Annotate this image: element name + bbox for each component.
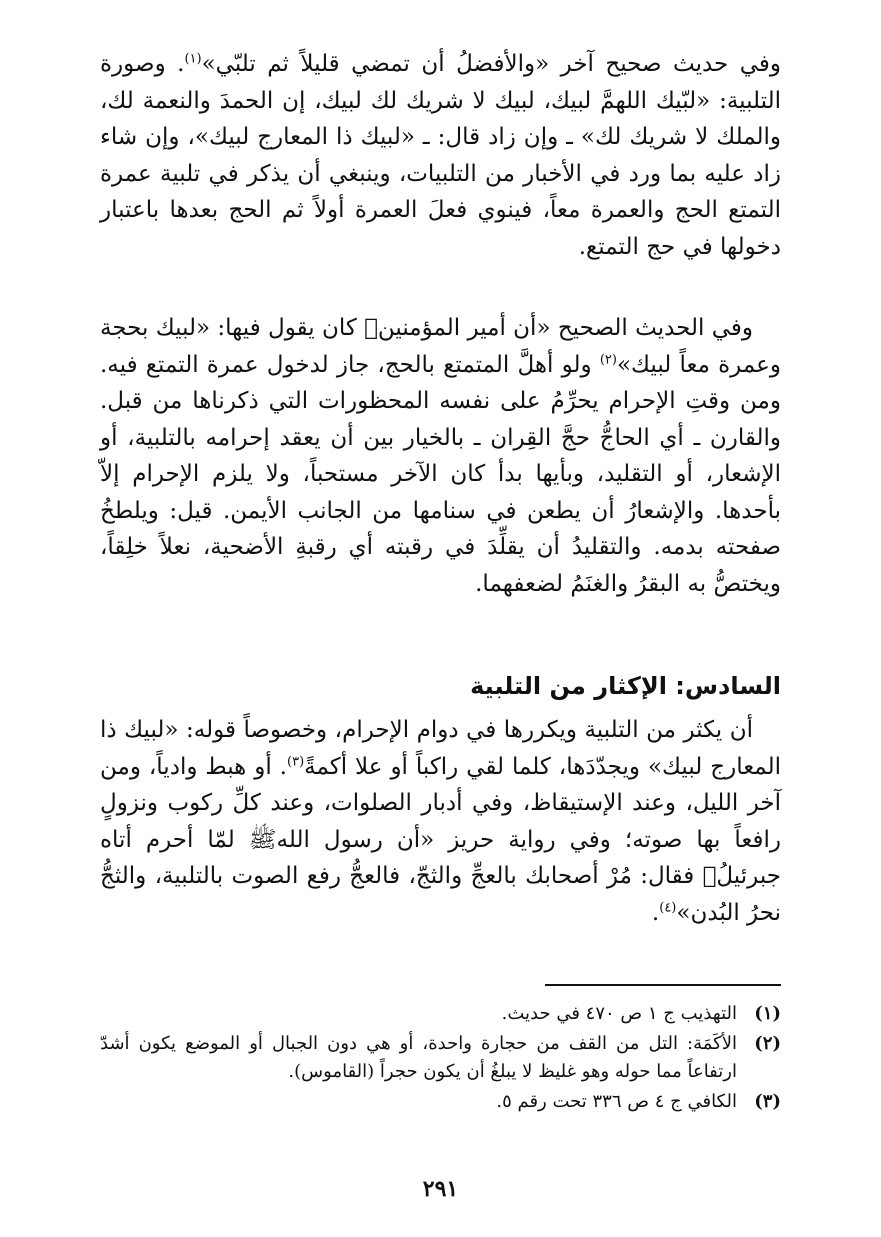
footnote-ref-4: (٤)	[659, 899, 677, 915]
footnote-1	[100, 1000, 781, 1028]
paragraph-3-text-b: . أو هبط وادياً، ومن آخر الليل، وعند الإستيقاظ، وفي أدبار الصلوات، وعند كلِّ ركوب ونزولٍ رافعاً بها صوته؛ وفي رواية حريز «أن رسول اللهﷺ لمّا أحرم أتاه جبرئيلُ﷧ فقال: مُرْ أصحابك بالعجِّ والثجّ، فالعجُّ رفع الصوت بالتلبية، والثجُّ نحرُ البُدن»	[100, 753, 781, 926]
footnote-ref-2: (٢)	[599, 351, 617, 367]
section-heading: السادس: الإكثار من التلبية	[470, 672, 781, 700]
paragraph-2-text-a: وفي الحديث الصحيح «أن أمير المؤمنين﷧ كان يقول فيها: «لبيك بحجة وعمرة معاً لبيك»	[100, 315, 781, 378]
footnote-3	[100, 1088, 781, 1116]
paragraph-3-text-a: أن يكثر من التلبية ويكررها في دوام الإحرام، وخصوصاً قوله: «لبيك ذا المعارج لبيك» ويجدّدَها، كلما لقي راكباً أو علا أكمةً	[100, 717, 781, 780]
footnote-divider	[545, 984, 781, 986]
paragraph-frequent-talbiya	[100, 712, 781, 931]
page-number: ٢٩١	[422, 1176, 459, 1202]
footnote-text: التهذيب ج ١ ص ٤٧٠ في حديث.	[501, 1003, 737, 1024]
paragraph-1-text-b: . وصورة التلبية: «لبّيك اللهمَّ لبيك، لبيك لا شريك لك لبيك، إن الحمدَ والنعمة لك، والملك لا شريك لك» ـ وإن زاد قال: ـ «لبيك ذا المعارج لبيك»، وإن شاء زاد عليه بما ورد في الأخبار من التلبيات، وينبغي أن يذكر في تلبية عمرة التمتع الحج والعمرة معاً، فينوي فعلَ العمرة أولاً ثم الحج بعدها باعتبار دخولها في حج التمتع.	[100, 51, 781, 260]
paragraph-2-text-b: ولو أهلَّ المتمتع بالحج، جاز لدخول عمرة التمتع فيه. ومن وقتِ الإحرام يحرِّمُ على نفسه المحظورات التي ذكرناها من قبل. والقارن ـ أي الحاجُّ حجَّ القِران ـ بالخيار بين أن يعقد إحرامه بالتلبية، أو الإشعار، أو التقليد، وبأيها بدأ كان الآخر مستحباً، ولا يلزم الإحرام إلاّ بأحدها. والإشعارُ أن يطعن في سنامها من الجانب الأيمن. قيل: ويلطخُ صفحته بدمه. والتقليدُ أن يقلِّدَ في رقبته أي رقبةِ الأضحية، نعلاً خلِقاً، ويختصُّ به البقرُ والغنَمُ لضعفهما.	[100, 351, 781, 597]
footnote-number: (١)	[754, 1003, 781, 1024]
paragraph-3-text-c: .	[651, 899, 660, 926]
footnote-text: الكافي ج ٤ ص ٣٣٦ تحت رقم ٥.	[496, 1091, 737, 1112]
footnotes	[100, 1000, 781, 1118]
footnote-ref-3: (٣)	[287, 753, 305, 769]
footnote-number: (٢)	[754, 1033, 781, 1054]
paragraph-talbiya-form	[100, 46, 781, 265]
footnote-2	[100, 1030, 781, 1086]
footnote-text: الأكَمَة: التل من القف من حجارة واحدة، أو هي دون الجبال أو الموضع يكون أشدّ ارتفاعاً مما حوله وهو غليظ لا يبلغُ أن يكون حجراً (القاموس).	[100, 1033, 737, 1082]
paragraph-sahih-hadith	[100, 310, 781, 602]
footnote-number: (٣)	[754, 1091, 781, 1112]
footnote-ref-1: (١)	[184, 51, 202, 67]
paragraph-1-text-a: وفي حديث صحيح آخر «والأفضلُ أن تمضي قليلاً ثم تلبّي»	[201, 51, 781, 77]
